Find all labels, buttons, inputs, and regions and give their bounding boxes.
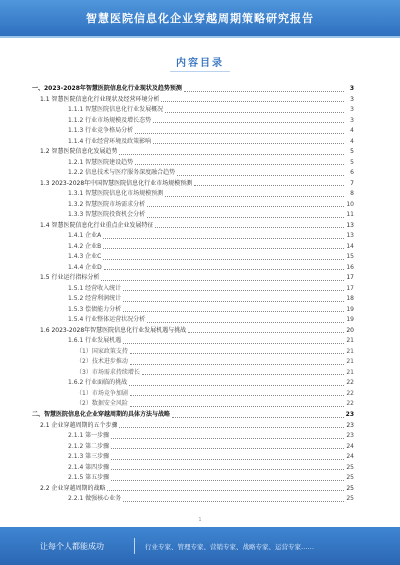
toc-entry-page-number: 19 xyxy=(346,316,354,324)
toc-dot-leader xyxy=(135,133,344,134)
toc-entry-page-number: 20 xyxy=(346,326,354,334)
toc-entry-page-number: 3 xyxy=(350,106,354,114)
toc-entry-title: 2.2.1 做强核心业务 xyxy=(68,495,122,503)
toc-dot-leader xyxy=(130,395,344,396)
toc-entry-title: 1.1.1 智慧医院信息化行业发展概况 xyxy=(68,106,164,114)
toc-entry-title: 2.1.2 第二步骤 xyxy=(68,442,110,450)
toc-entry-page-number: 13 xyxy=(346,221,354,229)
toc-entry-page-number: 25 xyxy=(346,484,354,492)
toc-dot-leader xyxy=(165,196,344,197)
toc-entry-page-number: 23 xyxy=(345,410,354,418)
toc-dot-leader xyxy=(177,175,344,176)
toc-entry-title: 1.2.2 信息技术与医疗服务深度融合趋势 xyxy=(68,169,176,177)
toc-dot-leader xyxy=(130,406,344,407)
toc-entry-page-number: 22 xyxy=(346,400,354,408)
toc-entry-page-number: 25 xyxy=(346,474,354,482)
toc-entry[interactable] xyxy=(32,168,354,179)
toc-entry-page-number: 21 xyxy=(346,358,354,366)
toc-dot-leader xyxy=(155,227,344,228)
toc-entry[interactable] xyxy=(32,473,354,484)
toc-entry-title: 一、2023-2028年智慧医院信息化行业现状及趋势预测 xyxy=(32,85,182,92)
footer-slogan: 让每个人都能成功 xyxy=(40,541,104,551)
toc-entry[interactable] xyxy=(32,137,354,148)
toc-entry-page-number: 21 xyxy=(346,347,354,355)
toc-dot-leader xyxy=(111,480,344,481)
toc-entry-title: （1）国家政策支持 xyxy=(76,347,128,355)
footer-expert-list: 行业专家、管理专家、营销专家、战略专家、运营专家…… xyxy=(145,542,314,551)
toc-entry[interactable] xyxy=(32,95,354,106)
toc-entry-title: 1.5.3 偿债能力分析 xyxy=(68,305,122,313)
toc-entry-title: 1.4.1 企业A xyxy=(68,232,102,240)
toc-dot-leader xyxy=(147,217,344,218)
toc-entry[interactable] xyxy=(32,410,354,421)
toc-entry-page-number: 13 xyxy=(346,232,354,240)
toc-entry-page-number: 23 xyxy=(346,432,354,440)
toc-entry-title: 2.1 企业穿越周期的五个步骤 xyxy=(40,421,118,429)
toc-dot-leader xyxy=(111,459,344,460)
toc-dot-leader xyxy=(165,112,344,113)
toc-entry[interactable] xyxy=(32,158,354,169)
toc-dot-leader xyxy=(104,269,344,270)
toc-dot-leader xyxy=(103,259,344,260)
toc-entry[interactable] xyxy=(32,252,354,263)
toc-entry-title: 1.2.1 智慧医院建设趋势 xyxy=(68,158,134,166)
toc-dot-leader xyxy=(130,364,344,365)
toc-entry[interactable] xyxy=(32,242,354,253)
toc-entry-title: 1.1.4 行业经营环境及政策影响 xyxy=(68,137,152,145)
toc-entry-title: 1.6.1 行业发展机遇 xyxy=(68,337,122,345)
toc-dot-leader xyxy=(119,427,344,428)
toc-entry-title: 2.1.3 第三步骤 xyxy=(68,453,110,461)
toc-entry[interactable] xyxy=(32,305,354,316)
toc-dot-leader xyxy=(123,301,344,302)
toc-entry-page-number: 3 xyxy=(350,116,354,124)
toc-dot-leader xyxy=(123,501,344,502)
toc-entry-page-number: 21 xyxy=(346,337,354,345)
toc-entry-title: （1）市场竞争加剧 xyxy=(76,389,128,397)
toc-entry-title: 1.1.3 行业竞争格局分析 xyxy=(68,127,134,135)
toc-entry-page-number: 8 xyxy=(350,190,354,198)
toc-dot-leader xyxy=(103,248,344,249)
toc-entry[interactable] xyxy=(32,442,354,453)
toc-dot-leader xyxy=(130,353,344,354)
toc-heading-underline xyxy=(170,71,230,72)
toc-dot-leader xyxy=(119,154,344,155)
toc-entry-title: 1.3 2023-2028年中国智慧医院信息化行业市场规模预测 xyxy=(40,179,193,187)
toc-entry[interactable] xyxy=(32,147,354,158)
toc-entry-title: 1.3.3 智慧医院投资机会分析 xyxy=(68,211,146,219)
toc-entry[interactable] xyxy=(32,116,354,127)
toc-entry-page-number: 3 xyxy=(350,95,354,103)
toc-entry[interactable] xyxy=(32,105,354,116)
toc-entry-page-number: 24 xyxy=(346,442,354,450)
toc-entry-page-number: 19 xyxy=(346,305,354,313)
toc-dot-leader xyxy=(153,143,344,144)
toc-dot-leader xyxy=(101,280,344,281)
toc-entry-title: 1.6 2023-2028年智慧医院信息化行业发展机遇与挑战 xyxy=(40,326,187,334)
report-header xyxy=(0,0,400,36)
report-footer xyxy=(0,527,400,565)
toc-dot-leader xyxy=(123,290,344,291)
toc-dot-leader xyxy=(129,385,344,386)
toc-entry-title: （2）技术进步推动 xyxy=(76,358,128,366)
toc-entry-page-number: 6 xyxy=(350,169,354,177)
page-number: 1 xyxy=(198,517,202,523)
toc-entry-page-number: 23 xyxy=(346,421,354,429)
toc-entry[interactable] xyxy=(32,357,354,368)
toc-entry-page-number: 5 xyxy=(350,158,354,166)
toc-dot-leader xyxy=(123,343,344,344)
toc-entry-page-number: 16 xyxy=(346,263,354,271)
toc-entry[interactable] xyxy=(32,210,354,221)
toc-entry-title: （2）数据安全风险 xyxy=(76,400,128,408)
toc-entry-page-number: 7 xyxy=(350,179,354,187)
toc-entry-page-number: 4 xyxy=(350,127,354,135)
toc-entry-title: 2.1.1 第一步骤 xyxy=(68,432,110,440)
toc-entry-page-number: 24 xyxy=(346,453,354,461)
toc-entry-title: 1.5.2 经营利润统计 xyxy=(68,295,122,303)
toc-entry[interactable] xyxy=(32,315,354,326)
toc-entry-page-number: 25 xyxy=(346,463,354,471)
toc-dot-leader xyxy=(135,164,344,165)
toc-entry-page-number: 4 xyxy=(350,137,354,145)
toc-entry[interactable] xyxy=(32,294,354,305)
toc-entry[interactable] xyxy=(32,326,354,337)
toc-entry-title: 2.1.4 第四步骤 xyxy=(68,463,110,471)
toc-entry[interactable] xyxy=(32,484,354,495)
toc-entry-page-number: 17 xyxy=(346,284,354,292)
toc-entry[interactable] xyxy=(32,368,354,379)
toc-entry[interactable] xyxy=(32,200,354,211)
toc-entry[interactable] xyxy=(32,347,354,358)
toc-entry-title: 1.5 行业运行指标分析 xyxy=(40,274,100,282)
toc-entry-title: 二、智慧医院信息化企业穿越周期的具体方法与战略 xyxy=(32,410,171,418)
toc-entry-title: 1.2 智慧医院信息化发展趋势 xyxy=(40,148,118,156)
toc-entry-title: 1.3.2 智慧医院市场需求分析 xyxy=(68,200,146,208)
toc-entry-page-number: 15 xyxy=(346,253,354,261)
toc-entry-page-number: 5 xyxy=(350,148,354,156)
toc-entry[interactable] xyxy=(32,494,354,505)
toc-entry-title: （3）市场需求持续增长 xyxy=(76,368,140,376)
toc-entry[interactable] xyxy=(32,431,354,442)
toc-dot-leader xyxy=(147,322,344,323)
toc-entry-title: 1.5.4 行业整体运营状况分析 xyxy=(68,316,146,324)
toc-dot-leader xyxy=(103,238,344,239)
toc-entry[interactable] xyxy=(32,263,354,274)
toc-entry[interactable] xyxy=(32,463,354,474)
toc-entry[interactable] xyxy=(32,378,354,389)
toc-entry-page-number: 22 xyxy=(346,389,354,397)
toc-entry-page-number: 25 xyxy=(346,495,354,503)
table-of-contents xyxy=(32,84,354,505)
toc-entry-title: 1.3.1 智慧医院信息化市场规模预测 xyxy=(68,190,164,198)
toc-entry-page-number: 3 xyxy=(349,85,354,92)
report-title: 智慧医院信息化企业穿越周期策略研究报告 xyxy=(86,12,314,25)
toc-entry-title: 1.4.2 企业B xyxy=(68,242,102,250)
toc-entry-page-number: 17 xyxy=(346,274,354,282)
toc-dot-leader xyxy=(142,374,344,375)
toc-dot-leader xyxy=(147,206,344,207)
toc-entry-page-number: 22 xyxy=(346,379,354,387)
toc-dot-leader xyxy=(123,311,344,312)
toc-entry-title: 2.2 企业穿越周期的战略 xyxy=(40,484,106,492)
toc-dot-leader xyxy=(188,332,344,333)
toc-entry-title: 1.6.2 行业面临的挑战 xyxy=(68,379,128,387)
toc-entry-title: 1.4.4 企业D xyxy=(68,263,102,271)
toc-dot-leader xyxy=(161,101,344,102)
toc-entry[interactable] xyxy=(32,231,354,242)
toc-entry-page-number: 21 xyxy=(346,368,354,376)
footer-divider xyxy=(134,538,135,554)
toc-dot-leader xyxy=(184,91,344,92)
toc-dot-leader xyxy=(153,122,344,123)
toc-dot-leader xyxy=(111,469,344,470)
toc-entry[interactable] xyxy=(32,189,354,200)
toc-dot-leader xyxy=(111,438,344,439)
toc-dot-leader xyxy=(111,448,344,449)
toc-entry[interactable] xyxy=(32,399,354,410)
toc-entry-title: 1.1 智慧医院信息化行业现状及经营环境分析 xyxy=(40,95,160,103)
toc-entry-page-number: 14 xyxy=(346,242,354,250)
toc-entry[interactable] xyxy=(32,452,354,463)
toc-dot-leader xyxy=(107,490,344,491)
toc-heading: 内容目录 xyxy=(176,58,224,69)
toc-entry-title: 1.4.3 企业C xyxy=(68,253,102,261)
toc-entry[interactable] xyxy=(32,126,354,137)
toc-entry[interactable] xyxy=(32,421,354,432)
toc-entry[interactable] xyxy=(32,221,354,232)
toc-entry[interactable] xyxy=(32,84,354,95)
toc-entry[interactable] xyxy=(32,179,354,190)
toc-entry-page-number: 11 xyxy=(346,211,354,219)
toc-entry-title: 1.1.2 行业市场规模及增长态势 xyxy=(68,116,152,124)
toc-entry-title: 1.4 智慧医院信息化行业重点企业发展特征 xyxy=(40,221,154,229)
toc-entry[interactable] xyxy=(32,273,354,284)
toc-entry-title: 2.1.5 第五步骤 xyxy=(68,474,110,482)
toc-entry-title: 1.5.1 经营收入统计 xyxy=(68,284,122,292)
toc-dot-leader xyxy=(172,417,344,418)
toc-entry[interactable] xyxy=(32,389,354,400)
toc-entry[interactable] xyxy=(32,336,354,347)
toc-dot-leader xyxy=(194,185,344,186)
toc-entry-page-number: 10 xyxy=(346,200,354,208)
header-divider xyxy=(0,36,400,38)
toc-entry-page-number: 18 xyxy=(346,295,354,303)
toc-entry[interactable] xyxy=(32,284,354,295)
